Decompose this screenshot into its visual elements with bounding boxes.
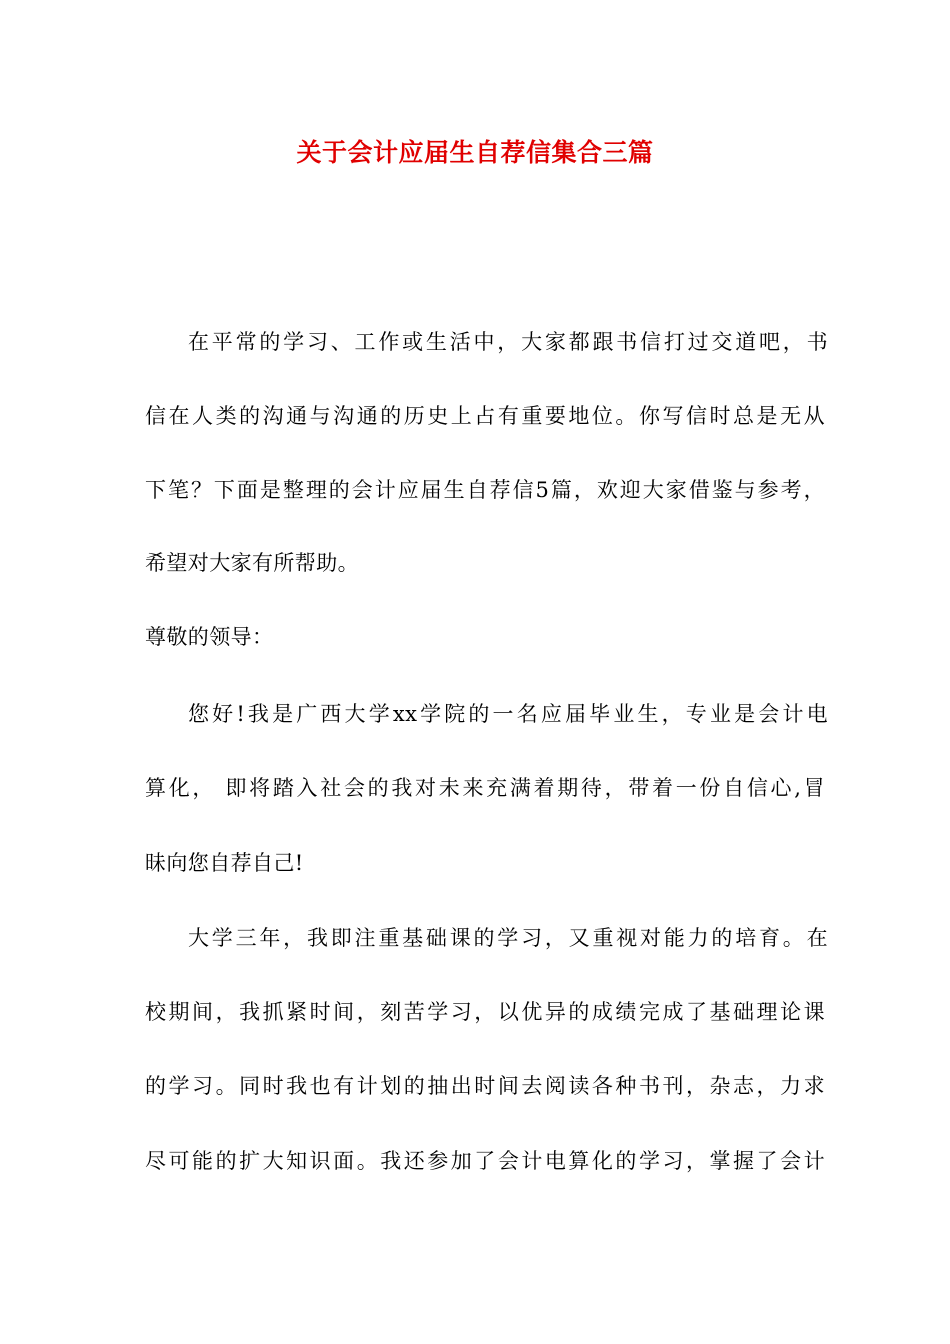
paragraph-line: 算化， 即将踏入社会的我对未来充满着期待，带着一份自信心,冒 bbox=[145, 776, 825, 800]
document-title: 关于会计应届生自荐信集合三篇 bbox=[296, 138, 654, 167]
paragraph-line: 下笔？下面是整理的会计应届生自荐信5篇，欢迎大家借鉴与参考， bbox=[145, 478, 825, 502]
paragraph-line: 校期间，我抓紧时间，刻苦学习，以优异的成绩完成了基础理论课 bbox=[145, 1000, 825, 1024]
paragraph-line: 大学三年，我即注重基础课的学习，又重视对能力的培育。在 bbox=[188, 926, 828, 950]
paragraph-line: 信在人类的沟通与沟通的历史上占有重要地位。你写信时总是无从 bbox=[145, 404, 825, 428]
paragraph-line: 在平常的学习、工作或生活中，大家都跟书信打过交道吧，书 bbox=[188, 330, 828, 354]
paragraph-line: 昧向您自荐自己! bbox=[145, 851, 304, 875]
paragraph-line: 希望对大家有所帮助。 bbox=[145, 551, 359, 575]
paragraph-line: 尽可能的扩大知识面。我还参加了会计电算化的学习，掌握了会计 bbox=[145, 1149, 825, 1173]
salutation: 尊敬的领导： bbox=[145, 625, 274, 649]
paragraph-line: 的学习。同时我也有计划的抽出时间去阅读各种书刊，杂志，力求 bbox=[145, 1074, 825, 1098]
paragraph-line: 您好!我是广西大学xx学院的一名应届毕业生，专业是会计电 bbox=[188, 702, 828, 726]
